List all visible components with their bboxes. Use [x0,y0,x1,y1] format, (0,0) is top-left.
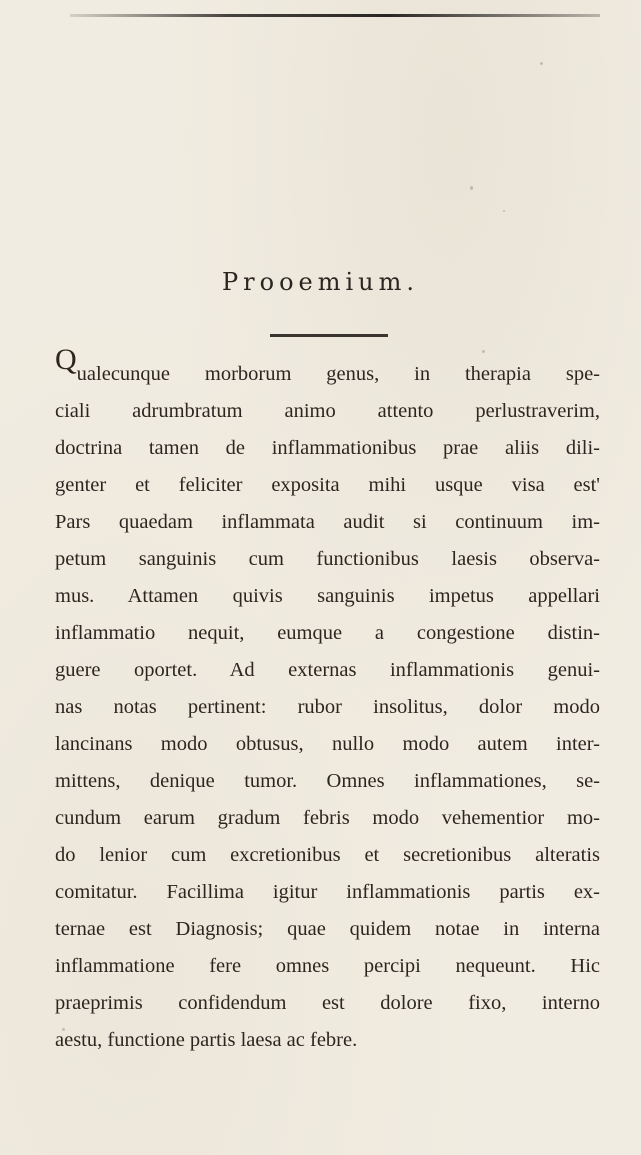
text-line: petum sanguinis cum functionibus laesis observa- [55,548,600,570]
text-line: Pars quaedam inflammata audit si continuum im- [55,511,600,533]
text-line: cundum earum gradum febris modo vehementior mo- [55,807,600,829]
text-line: nas notas pertinent: rubor insolitus, dolor modo [55,696,600,718]
text-line-rest: ualecunque morborum genus, in therapia spe- [76,363,600,385]
text-line: comitatur. Facillima igitur inflammationis partis ex- [55,881,600,903]
text-line-last: aestu, functione partis laesa ac febre. [55,1029,358,1051]
text-line: inflammatio nequit, eumque a congestione distin- [55,622,600,644]
text-line: doctrina tamen de inflammationibus prae aliis dili- [55,437,600,459]
heading-underline [270,334,388,337]
paper-speck [503,210,505,212]
page-heading: Prooemium. [222,268,419,296]
text-line: ciali adrumbratum animo attento perlustraverim, [55,400,600,422]
text-line [55,343,600,393]
text-line: ternae est Diagnosis; quae quidem notae in interna [55,918,600,940]
text-line: mittens, denique tumor. Omnes inflammationes, se- [55,770,600,792]
text-line: genter et feliciter exposita mihi usque visa est' [55,474,600,496]
text-line: lancinans modo obtusus, nullo modo autem inter- [55,733,600,755]
text-line: praeprimis confidendum est dolore fixo, interno [55,992,600,1014]
paper-speck [470,186,473,190]
text-line: mus. Attamen quivis sanguinis impetus appellari [55,585,600,607]
top-edge-rule [70,14,600,17]
text-line: inflammatione fere omnes percipi nequeunt. Hic [55,955,600,977]
body-text [55,343,600,1059]
initial-letter: Q [55,343,77,376]
paper-speck [540,62,543,65]
text-line: guere oportet. Ad externas inflammationis genui- [55,659,600,681]
text-line: do lenior cum excretionibus et secretionibus alteratis [55,844,600,866]
paper-speck [482,350,485,353]
